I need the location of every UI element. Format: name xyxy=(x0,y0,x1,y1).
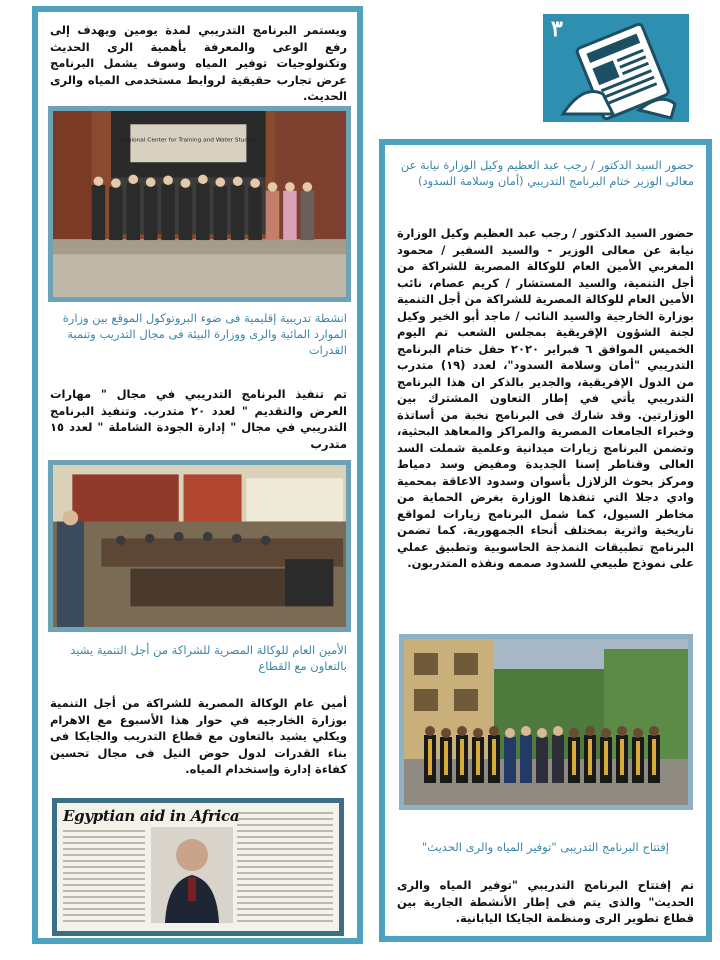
page-number: ٣ xyxy=(551,16,563,42)
left-column-panel xyxy=(32,6,363,944)
opening-body: تم إفتتاح البرنامج التدريبي "توفير المياه والرى الحديث" والذى يتم فى إطار الأنشطة الجارية بين قطاع تطوير الرى ومنظمة الجايكا اليابانية. xyxy=(397,878,694,925)
newspaper-icon xyxy=(543,14,689,122)
training-activities-body: تم تنفيذ البرنامج التدريبي في مجال " مهارات العرض والتقديم " لعدد ٢٠ متدرب. وتنفيذ البرنامج التدريبي في مجال " إدارة الجودة الشاملة " لعدد ١٥ متدرب xyxy=(50,387,347,451)
meeting-room-photo xyxy=(48,460,351,632)
group-photo-building xyxy=(48,106,351,302)
opening-heading: إفتتاح البرنامج التدريبى "توفير المياه والرى الحديث" xyxy=(422,840,669,854)
building-sign-text: Regional Center for Training and Water Studies xyxy=(120,137,257,144)
closing-ceremony-body: حضور السيد الدكتور / رجب عبد العظيم وكيل الوزارة نيابة عن معالى الوزير - والسيد السفير / محمود المغربي الأمين العام للوكالة المصرية للشراكة من أجل التنمية، والسيد المستشار / كريم عصام، نائب الأمين العام للوكالة المصرية للشراكة من أجل التنمية بوزارة الخارجية والسيد النائب / ماجد أبو الخير وكيل لجنة الشؤون الإفريقية بمجلس الشعب تم اليوم الخميس الموافق ٦ فبراير ٢٠٢٠ حفل ختام البرنامج التدريبي "أمان وسلامة السدود"، لعدد (١٩) متدرب من الدول الإفريقية، والجدير بالذكر ان هذا البرنامج التدريبي يأتي في إطار التعاون المشترك بين الوزارتين. وقد شارك فى البرنامج نخبة من أساتذة وخبراء الجامعات المصرية والمراكز والمعاهد البحثية، وتضمن البرنامج زيارات ميدانية وعلمية شملت السد العالى وقناطر إسنا الجديدة ومفيض وسد دمياط ومركز بحوث الزلازل بأسوان وسدود الاعاقة بمحمية وادي دجلا التي تنفذها الوزارة بغرض الحماية من مخاطر السيول، كما شمل البرنامج زيارات لمواقع تاريخية واثرية بمختلف أنحاء الجمهورية. كما تضمن البرنامج تطبيقات النمذجة الحاسوبية وتطبيق عملي على نموذج طبيعي للسدود صممه ونفذه المتدربون. xyxy=(397,226,694,570)
clipping-title: Egyptian aid in Africa xyxy=(63,807,240,825)
intro-paragraph: ويستمر البرنامج التدريبي لمدة يومين ويهدف إلى رفع الوعى والمعرفة بأهمية الرى الحديث وتكنولوجيات توفير المياه وسوف يشمل البرنامج عرض تجارب حقيقية لروابط مستخدمى المياه والرى الحديث. xyxy=(50,23,347,103)
training-activities-heading: انشطة تدريبية إقليمية فى ضوء البروتوكول الموقع بين وزارة الموارد المائية والرى ووزارة البيئة فى مجال التدريب وتنمية القدرات xyxy=(62,311,347,357)
right-column-panel xyxy=(379,139,712,942)
graduation-group-photo xyxy=(399,634,693,810)
newspaper-clipping xyxy=(52,798,344,936)
jica-body: أمين عام الوكالة المصرية للشراكة من أجل التنمية بوزارة الخارجيه في حوار هذا الأسبوع مع الاهرام ويكلي يشيد بالتعاون مع قطاع التدريب والجايكا فى بناء القدرات لدول حوض النيل فى مجال تحسين كفاءة إدارة وإستخدام المياه. xyxy=(50,696,347,776)
closing-ceremony-heading: حضور السيد الدكتور / رجب عبد العظيم وكيل الوزارة نيابة عن معالى الوزير ختام البرنامج التدريبي (أمان وسلامة السدود) xyxy=(400,158,694,188)
jica-heading: الأمين العام للوكالة المصرية للشراكة من أجل التنمية يشيد بالتعاون مع القطاع xyxy=(70,643,347,673)
